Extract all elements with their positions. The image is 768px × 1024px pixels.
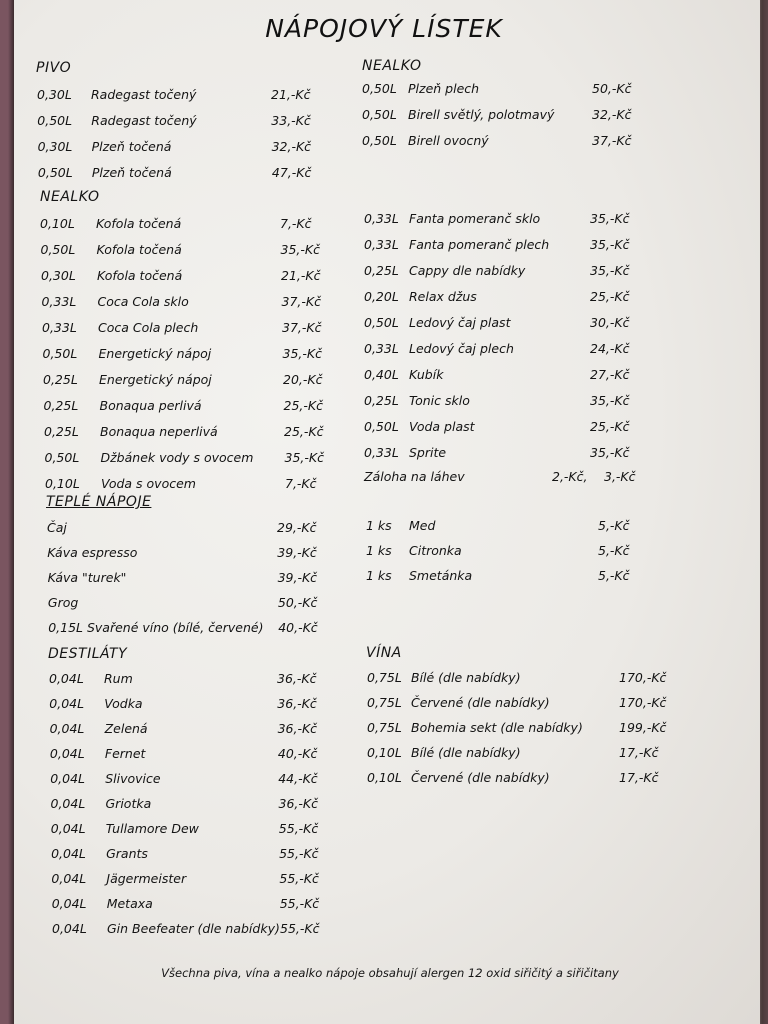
vino-row	[367, 695, 667, 713]
item-price: 55,-Kč	[279, 871, 319, 886]
item-price: 29,-Kč	[277, 520, 317, 535]
section-heading-destilaty: DESTILÁTY	[48, 646, 128, 662]
pivo-row	[38, 165, 338, 183]
nealko-row	[42, 320, 342, 338]
item-price: 39,-Kč	[277, 545, 317, 560]
item-qty: 1 ks	[366, 568, 392, 583]
item-name: Birell světlý, polotmavý	[408, 107, 555, 122]
nealko-row	[45, 476, 345, 494]
item-name: Energetický nápoj	[98, 346, 212, 361]
nealko-row	[362, 133, 662, 151]
deposit-row	[364, 469, 664, 487]
item-vol: 0,50L	[37, 113, 73, 128]
item-vol: 0,75L	[367, 720, 402, 735]
nealko-row	[44, 398, 344, 416]
item-price: 7,-Kč	[280, 216, 312, 231]
item-name: Grog	[47, 595, 79, 610]
item-name: Radegast točený	[91, 87, 197, 102]
item-name: Ledový čaj plast	[409, 315, 511, 330]
vino-row	[367, 720, 667, 738]
item-price: 35,-Kč	[590, 263, 630, 278]
nealko-row	[364, 367, 664, 385]
item-price: 40,-Kč	[277, 746, 318, 761]
destilat-row	[51, 871, 351, 889]
item-vol: 0,10L	[40, 216, 75, 231]
item-price: 25,-Kč	[284, 424, 324, 439]
item-name: Kofola točená	[96, 242, 182, 257]
item-price: 17,-Kč	[619, 770, 659, 785]
item-vol: 0,50L	[42, 346, 78, 361]
nealko-row	[362, 107, 662, 125]
item-price: 5,-Kč	[598, 568, 630, 583]
item-qty: 1 ks	[366, 518, 392, 533]
nealko-row	[364, 419, 664, 437]
item-price: 25,-Kč	[590, 419, 630, 434]
item-vol: 0,04L	[49, 721, 85, 736]
item-price: 40,-Kč	[278, 620, 318, 635]
item-name: Bonaqua perlivá	[99, 398, 202, 413]
item-name: Citronka	[409, 543, 462, 558]
item-name: Plzeň plech	[408, 81, 480, 96]
item-name: Coca Cola sklo	[97, 294, 189, 309]
item-vol: 0,30L	[37, 87, 72, 102]
item-name: Káva espresso	[47, 545, 138, 560]
item-name: Káva "turek"	[47, 570, 127, 585]
item-price: 32,-Kč	[592, 107, 632, 122]
item-name: Sprite	[409, 445, 447, 460]
item-name: Tullamore Dew	[105, 821, 199, 836]
item-vol: 0,50L	[37, 165, 73, 180]
item-name: Červené (dle nabídky)	[411, 770, 550, 785]
item-name: Ledový čaj plech	[409, 341, 514, 356]
item-vol: 0,33L	[42, 320, 77, 335]
section-heading-pivo: PIVO	[36, 60, 72, 76]
item-name: Džbánek vody s ovocem	[100, 450, 254, 465]
item-vol: 0,50L	[364, 419, 399, 434]
item-name: Kofola točená	[96, 216, 182, 231]
teple-row	[47, 520, 347, 538]
item-vol: 0,25L	[43, 398, 79, 413]
teple-row	[48, 595, 348, 613]
item-price: 55,-Kč	[278, 821, 319, 836]
destilat-row	[51, 821, 351, 839]
vino-row	[367, 670, 667, 688]
item-price: 7,-Kč	[285, 476, 317, 491]
destilat-row	[49, 696, 349, 714]
teple-row	[47, 545, 347, 563]
menu-title: NÁPOJOVÝ LÍSTEK	[265, 14, 503, 43]
item-name: Med	[409, 518, 436, 533]
item-name: Coca Cola plech	[98, 320, 199, 335]
item-price: 21,-Kč	[271, 87, 311, 102]
nealko-row	[42, 294, 342, 312]
extra-row	[366, 543, 666, 561]
item-price: 44,-Kč	[278, 771, 318, 786]
item-name: Smetánka	[409, 568, 473, 583]
item-vol: 0,04L	[49, 746, 85, 761]
item-vol: 0,10L	[367, 770, 402, 785]
item-price: 55,-Kč	[280, 921, 320, 936]
nealko-row	[43, 372, 343, 390]
nealko-row	[364, 289, 664, 307]
vino-row	[367, 770, 667, 788]
nealko-row	[364, 393, 664, 411]
item-price: 36,-Kč	[277, 721, 318, 736]
item-vol: 0,04L	[50, 796, 86, 811]
nealko-row	[43, 346, 343, 364]
item-name: Voda s ovocem	[101, 476, 196, 491]
item-price: 36,-Kč	[278, 796, 318, 811]
item-price: 5,-Kč	[598, 543, 630, 558]
item-price: 37,-Kč	[282, 320, 322, 335]
item-price: 55,-Kč	[279, 846, 319, 861]
nealko-row	[45, 450, 345, 468]
item-vol: 0,04L	[50, 821, 86, 836]
item-price: 199,-Kč	[619, 720, 667, 735]
item-name: Tonic sklo	[409, 393, 470, 408]
nealko-row	[364, 211, 664, 229]
item-vol: 0,30L	[41, 268, 76, 283]
nealko-row	[44, 424, 344, 442]
item-vol: 0,25L	[43, 372, 78, 387]
item-name: Relax džus	[409, 289, 477, 304]
item-vol: 0,75L	[367, 670, 402, 685]
item-name: Cappy dle nabídky	[409, 263, 526, 278]
item-name: Kubík	[409, 367, 444, 382]
item-price: 170,-Kč	[619, 695, 667, 710]
item-price: 35,-Kč	[282, 346, 322, 361]
item-price: 35,-Kč	[590, 393, 630, 408]
item-name: Bílé (dle nabídky)	[411, 670, 521, 685]
destilat-row	[50, 746, 350, 764]
section-heading-vina: VÍNA	[366, 645, 402, 661]
destilat-row	[50, 721, 350, 739]
nealko-row	[41, 242, 341, 260]
item-name: Rum	[104, 671, 133, 686]
destilat-row	[50, 771, 350, 789]
item-price: 50,-Kč	[277, 595, 318, 610]
item-price: 32,-Kč	[271, 139, 312, 154]
deposit-price-b: 3,-Kč	[604, 469, 636, 484]
section-heading-nealko-left: NEALKO	[40, 189, 100, 205]
item-price: 35,-Kč	[590, 237, 630, 252]
item-qty: 1 ks	[366, 543, 392, 558]
item-price: 50,-Kč	[592, 81, 632, 96]
item-price: 55,-Kč	[279, 896, 320, 911]
item-name: Energetický nápoj	[99, 372, 212, 387]
allergen-footer: Všechna piva, vína a nealko nápoje obsahují alergen 12 oxid siřičitý a siřičitany	[161, 966, 619, 980]
item-name: Čaj	[47, 520, 67, 535]
pivo-row	[38, 139, 338, 157]
item-vol: 0,25L	[364, 263, 399, 278]
item-name: Plzeň točená	[91, 139, 172, 154]
deposit-price-a: 2,-Kč,	[552, 469, 588, 484]
item-name: Vodka	[104, 696, 143, 711]
item-name: 0,15L Svařené víno (bílé, červené)	[48, 620, 264, 635]
item-price: 27,-Kč	[590, 367, 630, 382]
item-vol: 0,50L	[362, 107, 397, 122]
item-vol: 0,33L	[364, 341, 399, 356]
nealko-row	[40, 216, 340, 234]
nealko-row	[364, 237, 664, 255]
item-name: Kofola točená	[97, 268, 183, 283]
item-vol: 0,25L	[364, 393, 399, 408]
destilat-row	[51, 846, 351, 864]
item-vol: 0,33L	[41, 294, 77, 309]
item-price: 36,-Kč	[277, 671, 317, 686]
item-price: 35,-Kč	[590, 445, 630, 460]
deposit-label: Záloha na láhev	[364, 469, 465, 484]
item-name: Grants	[106, 846, 148, 861]
item-price: 33,-Kč	[271, 113, 311, 128]
item-vol: 0,04L	[49, 696, 85, 711]
item-vol: 0,33L	[364, 445, 399, 460]
destilat-row	[52, 896, 352, 914]
item-price: 35,-Kč	[590, 211, 630, 226]
item-price: 170,-Kč	[619, 670, 667, 685]
item-name: Voda plast	[409, 419, 475, 434]
pivo-row	[37, 113, 337, 131]
item-vol: 0,50L	[362, 133, 397, 148]
item-vol: 0,33L	[364, 237, 399, 252]
nealko-row	[364, 445, 664, 463]
item-vol: 0,50L	[40, 242, 76, 257]
item-price: 5,-Kč	[598, 518, 630, 533]
item-vol: 0,04L	[51, 871, 87, 886]
pivo-row	[37, 87, 337, 105]
item-vol: 0,50L	[362, 81, 397, 96]
nealko-row	[41, 268, 341, 286]
item-vol: 0,50L	[44, 450, 80, 465]
item-price: 39,-Kč	[277, 570, 318, 585]
nealko-row	[364, 341, 664, 359]
item-name: Metaxa	[106, 896, 153, 911]
destilat-row	[49, 671, 349, 689]
item-price: 20,-Kč	[283, 372, 323, 387]
item-name: Fernet	[104, 746, 146, 761]
item-name: Slivovice	[105, 771, 161, 786]
item-vol: 0,10L	[367, 745, 402, 760]
extra-row	[366, 518, 666, 536]
nealko-row	[364, 263, 664, 281]
item-price: 24,-Kč	[590, 341, 630, 356]
item-price: 47,-Kč	[271, 165, 312, 180]
item-vol: 0,25L	[44, 424, 79, 439]
section-heading-teple-napoje: TEPLÉ NÁPOJE	[46, 494, 152, 510]
item-price: 30,-Kč	[590, 315, 630, 330]
item-vol: 0,50L	[364, 315, 399, 330]
item-name: Červené (dle nabídky)	[411, 695, 550, 710]
item-vol: 0,04L	[51, 846, 86, 861]
item-name: Birell ovocný	[408, 133, 489, 148]
item-vol: 0,04L	[52, 921, 87, 936]
item-price: 37,-Kč	[281, 294, 321, 309]
item-vol: 0,04L	[51, 896, 87, 911]
item-price: 17,-Kč	[619, 745, 659, 760]
destilat-row	[52, 921, 352, 939]
item-name: Zelená	[104, 721, 148, 736]
item-name: Griotka	[105, 796, 152, 811]
item-name: Bílé (dle nabídky)	[411, 745, 521, 760]
nealko-row	[362, 81, 662, 99]
item-price: 25,-Kč	[590, 289, 630, 304]
destilat-row	[51, 796, 351, 814]
item-price: 35,-Kč	[284, 450, 324, 465]
item-name: Radegast točený	[91, 113, 197, 128]
item-vol: 0,04L	[50, 771, 85, 786]
item-price: 25,-Kč	[283, 398, 323, 413]
item-name: Gin Beefeater (dle nabídky)	[107, 921, 280, 936]
item-vol: 0,30L	[37, 139, 73, 154]
item-vol: 0,04L	[49, 671, 84, 686]
item-name: Jägermeister	[106, 871, 187, 886]
section-heading-nealko-right: NEALKO	[362, 58, 422, 74]
item-price: 35,-Kč	[280, 242, 320, 257]
item-vol: 0,10L	[45, 476, 80, 491]
item-price: 36,-Kč	[277, 696, 317, 711]
item-price: 21,-Kč	[281, 268, 321, 283]
item-vol: 0,40L	[364, 367, 399, 382]
teple-row	[48, 620, 348, 638]
vino-row	[367, 745, 667, 763]
item-vol: 0,20L	[364, 289, 399, 304]
item-vol: 0,33L	[364, 211, 399, 226]
item-price: 37,-Kč	[592, 133, 632, 148]
item-name: Bonaqua neperlivá	[100, 424, 218, 439]
item-name: Fanta pomeranč sklo	[409, 211, 541, 226]
nealko-row	[364, 315, 664, 333]
item-name: Bohemia sekt (dle nabídky)	[411, 720, 583, 735]
item-vol: 0,75L	[367, 695, 402, 710]
item-name: Plzeň točená	[91, 165, 172, 180]
item-name: Fanta pomeranč plech	[409, 237, 550, 252]
extra-row	[366, 568, 666, 586]
teple-row	[48, 570, 348, 588]
